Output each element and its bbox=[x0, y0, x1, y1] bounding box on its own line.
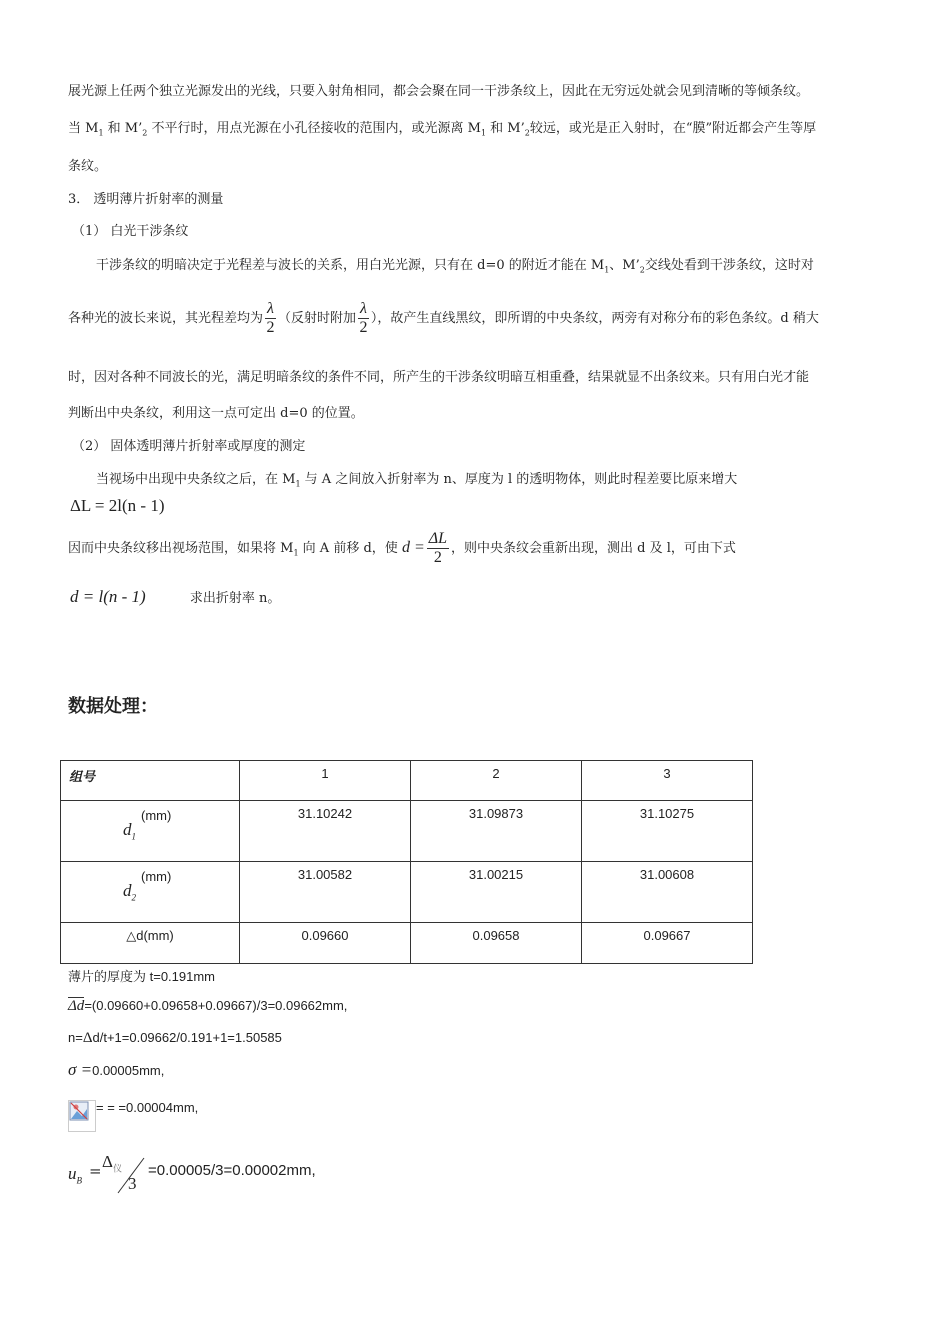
thickness-line: 薄片的厚度为 t=0.191mm bbox=[68, 969, 216, 984]
text: 与 A 之间放入折射率为 n、厚度为 l 的透明物体，则此时程差要比原来增大 bbox=[300, 472, 738, 487]
section-3-heading: 3． 透明薄片折射率的测量 bbox=[68, 192, 224, 207]
d1-label bbox=[61, 806, 239, 856]
text: 和 M’ bbox=[486, 121, 525, 136]
text: 当视场中出现中央条纹之后，在 M bbox=[96, 472, 296, 487]
fraction-denominator: 2 bbox=[433, 549, 442, 566]
table-row bbox=[61, 923, 753, 964]
subscript: 1 bbox=[293, 548, 299, 558]
para-line-6: 时，因对各种不同波长的光，满足明暗条纹的条件不同，所产生的干涉条纹明暗互相重叠，结果就显不出条纹来。只有用白光才能 bbox=[68, 370, 810, 385]
para-line-5 bbox=[68, 300, 819, 337]
para-line-7: 判断出中央条纹，利用这一点可定出 d=0 的位置。 bbox=[68, 406, 364, 421]
var-name: d bbox=[123, 881, 132, 900]
table-cell: 0.09660 bbox=[240, 923, 411, 964]
variable bbox=[123, 820, 136, 841]
para-line-3: 条纹。 bbox=[68, 159, 108, 174]
para-line-4 bbox=[96, 254, 814, 275]
text: 求出折射率 n。 bbox=[189, 591, 281, 606]
table-cell: 31.00582 bbox=[240, 862, 411, 923]
subscript: 1 bbox=[295, 479, 301, 489]
table-cell: 31.10242 bbox=[240, 801, 411, 862]
text: 向 A 前移 d，使 bbox=[298, 541, 398, 556]
table-cell: 31.00215 bbox=[411, 862, 582, 923]
subsection-1-heading: （1） 白光干涉条纹 bbox=[72, 224, 189, 239]
table-header-cell: 组号 bbox=[61, 761, 240, 801]
fraction-numerator: λ bbox=[267, 300, 274, 317]
fraction-numerator: λ bbox=[359, 300, 367, 317]
var-sub: 1 bbox=[131, 831, 136, 842]
d2-label bbox=[61, 867, 239, 917]
table-cell: 0.09658 bbox=[411, 923, 582, 964]
table-row bbox=[61, 862, 753, 923]
ub-subscript: B bbox=[76, 1175, 82, 1186]
para-line-1: 展光源上任两个独立光源发出的光线，只要入射角相同，都会会聚在同一干涉条纹上，因此在无穷远处就会见到清晰的等倾条纹。 bbox=[68, 84, 810, 99]
data-table bbox=[60, 760, 753, 964]
text: ，则中央条纹会重新出现，测出 d 及 l，可由下式 bbox=[451, 541, 736, 556]
subscript: 1 bbox=[604, 265, 610, 275]
unit: (mm) bbox=[141, 808, 172, 823]
subscript: 1 bbox=[480, 128, 487, 138]
text: ），故产生直线黑纹，即所谓的中央条纹，两旁有对称分布的彩色条纹。d 稍大 bbox=[370, 311, 819, 326]
subscript: 2 bbox=[524, 128, 530, 138]
sigma-value: 0.00005mm, bbox=[92, 1063, 165, 1078]
subscript: 2 bbox=[142, 128, 148, 138]
text: （反射时附加 bbox=[277, 311, 356, 326]
row-label-cell bbox=[61, 862, 240, 923]
text: 因而中央条纹移出视场范围，如果将 M bbox=[68, 541, 294, 556]
fraction-denominator: 2 bbox=[266, 319, 275, 336]
ub-symbol bbox=[68, 1164, 82, 1185]
para-line-2 bbox=[68, 117, 816, 138]
row-label-cell bbox=[61, 801, 240, 862]
row-label-cell: △d(mm) bbox=[61, 923, 240, 964]
broken-image-icon bbox=[68, 1100, 96, 1132]
ua-line: = = =0.00004mm, bbox=[96, 1100, 199, 1115]
d-equals: d = bbox=[401, 539, 425, 556]
ub-denominator: 3 bbox=[128, 1174, 137, 1193]
subscript: 2 bbox=[639, 265, 645, 275]
mean-value: =(0.09660+0.09658+0.09667)/3=0.09662mm, bbox=[84, 998, 348, 1013]
ub-value: =0.00005/3=0.00002mm, bbox=[148, 1162, 316, 1179]
subsection-2-heading: （2） 固体透明薄片折射率或厚度的测定 bbox=[72, 439, 306, 454]
mean-line bbox=[68, 998, 347, 1015]
ub-equals: = bbox=[89, 1162, 102, 1180]
sigma-line bbox=[68, 1060, 164, 1080]
table-cell: 0.09667 bbox=[582, 923, 753, 964]
ub-letter: u bbox=[68, 1164, 77, 1183]
equation-d: d = l(n - 1) bbox=[70, 587, 146, 606]
text: 和 M’ bbox=[103, 121, 143, 136]
var-name: d bbox=[123, 820, 132, 839]
delta-symbol: Δ bbox=[82, 1030, 93, 1046]
table-row bbox=[61, 801, 753, 862]
equation-d-line bbox=[70, 587, 280, 607]
table-cell: 31.09873 bbox=[411, 801, 582, 862]
subscript: 1 bbox=[98, 128, 104, 138]
equation-delta-l: ΔL = 2l(n - 1) bbox=[70, 496, 165, 515]
variable bbox=[123, 881, 136, 902]
var-sub: 2 bbox=[131, 892, 136, 903]
instrument-subscript: 仪 bbox=[112, 1163, 122, 1174]
text: 较远，或光是正入射时，在“膜”附近都会产生等厚 bbox=[529, 121, 817, 136]
mean-symbol: Δd bbox=[68, 998, 85, 1014]
unit: (mm) bbox=[141, 869, 172, 884]
section-title: 数据处理： bbox=[68, 696, 158, 717]
table-header-cell: 1 bbox=[240, 761, 411, 801]
para-line-9 bbox=[68, 530, 736, 567]
text: n= bbox=[68, 1030, 83, 1045]
delta: Δ bbox=[102, 1152, 113, 1171]
text: 干涉条纹的明暗决定于光程差与波长的关系，用白光光源，只有在 d=0 的附近才能在 M bbox=[96, 258, 605, 273]
text: 不平行时，用点光源在小孔径接收的范围内，或光源离 M bbox=[147, 121, 481, 136]
para-line-8 bbox=[96, 468, 737, 489]
text: 交线处看到干涉条纹，这时对 bbox=[644, 258, 814, 273]
table-cell: 31.10275 bbox=[582, 801, 753, 862]
n-line bbox=[68, 1030, 282, 1047]
text: 当 M bbox=[68, 121, 99, 136]
lambda-over-2-fraction bbox=[265, 300, 276, 337]
text: 、M’ bbox=[609, 258, 640, 273]
text: d/t+1=0.09662/0.191+1=1.50585 bbox=[92, 1030, 282, 1045]
fraction-numerator: ΔL bbox=[428, 530, 448, 547]
sigma-symbol: σ = bbox=[68, 1060, 93, 1079]
lambda-over-2-fraction bbox=[358, 300, 369, 337]
table-cell: 31.00608 bbox=[582, 862, 753, 923]
table-header-cell: 2 bbox=[411, 761, 582, 801]
delta-l-over-2-fraction bbox=[427, 530, 449, 567]
table-header-cell: 3 bbox=[582, 761, 753, 801]
fraction-denominator: 2 bbox=[359, 319, 368, 336]
text: 各种光的波长来说，其光程差均为 bbox=[68, 311, 264, 326]
table-header-row bbox=[61, 761, 753, 801]
